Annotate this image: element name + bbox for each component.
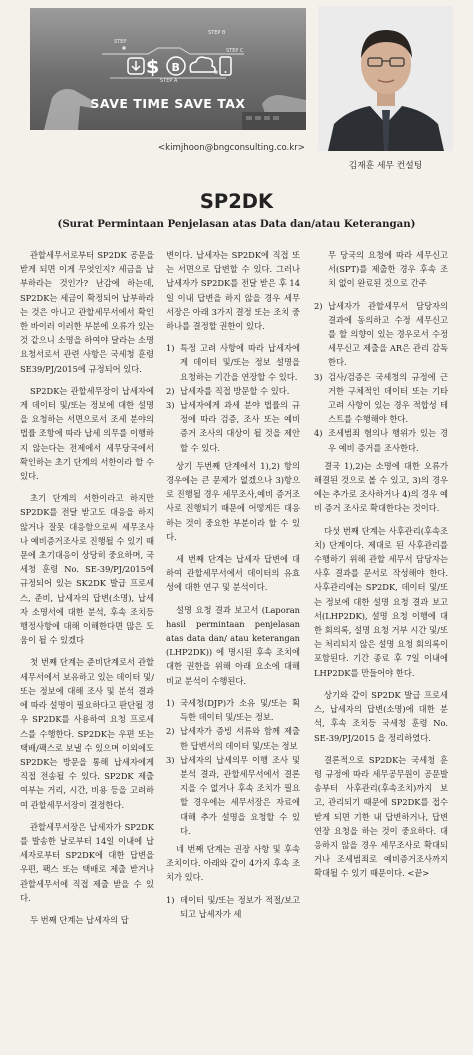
list-item: 4) 조세범죄 혐의나 행위가 있는 경우 예비 증거를 조사한다. <box>314 428 448 453</box>
numbered-list <box>166 696 300 838</box>
list-item: 2) 납세자를 직접 방문할 수 있다. <box>166 385 290 396</box>
column-1 <box>20 248 154 935</box>
paragraph: 다섯 번째 단계는 사후관리(후속조치) 단계이다. 제대로 된 사후관리를 수행하기 위해 관할 세무서 담당자는 사후 결과를 문서로 작성해야 한다. 사후관리에는 SP2DK, 데이터 및/또는 정보에 대한 설명 요청 결과 보고서(LHP2DK), 설명 요청 이행에 대한 회의록, 설명 요청 거부 시간 및/또는 처리되지 않은 설명 요청 회의록이 포함된다. 기간 종료 후 7일 이내에 LHP2DK를 만들어야 한다. <box>314 525 448 678</box>
paragraph: 상기 두번째 단계에서 1),2) 항의 경우에는 큰 문제가 없겠으나 3)항으로 진행될 경우 세무조사,예비 증거조사로 진행되기 때문에 어떻게든 대응하는 것이 중요한 부분이라 할 수 있다. <box>166 460 300 542</box>
paragraph: 두 번째 단계는 납세자의 답 <box>30 914 129 925</box>
paragraph: 상기와 같이 SP2DK 발급 프로세스, 납세자의 답변(소명)에 대한 분석, 후속 조치등 국세청 훈령 No. SE-39/PJ/2015 을 정리하였다. <box>314 689 448 743</box>
phone-icon <box>220 57 231 75</box>
paragraph: 관할세무서장은 납세자가 SP2DK를 발송한 날로부터 14일 이내에 납세자로부터 SP2DK에 대한 답변을 우편, 팩스 또는 택배로 제출 받거나 관할세무서에 직접 제출 받을 수 있다. <box>20 821 154 903</box>
paragraph: 초기 단계의 서한이라고 하지만 SP2DK를 전달 받고도 대응을 하지 않거나 잘못 대응함으로써 세무조사나 예비증거조사로 진행될 수 있기 때문에 초기대응이 상당히 중요하며, 국세청 훈령 No. SE-39/PJ/2015에 규정되어 있는 SK2DK 발급 프로세스, 준비, 납세자의 답변(소명), 납세자 소명서에 대한 분석, 후속 조치등 행정사항에 대해 이해한다면 많은 도움이 될 수 있겠다 <box>20 493 154 646</box>
author-name: 김재훈 세무 컨설팅 <box>348 161 423 171</box>
download-icon <box>128 58 144 74</box>
article-title: SP2DK <box>199 190 274 213</box>
step-b-label: STEP B <box>208 30 226 36</box>
list-item: 1) 국세청(DJP)가 소유 및/또는 획득한 데이터 및/또는 정보. <box>166 697 300 723</box>
list-item: 2) 납세자가 증빙 서류와 함께 제출한 답변서의 데이터 및/또는 정보 <box>166 726 300 751</box>
keyboard-icon <box>242 112 306 130</box>
paragraph: 변이다. 납세자는 SP2DK에 직접 또는 서면으로 답변할 수 있다. 그러나 납세자가 SP2DK를 전달 받은 후 14일 이내 답변을 하지 않을 경우 세무서장은 아래 3가지 결정 또는 조치 중 하나를 결정할 권한이 있다. <box>166 250 300 332</box>
list-item: 3) 납세자에게 과세 분야 법률의 규정에 따라 검증, 조사 또는 예비 증거 조사의 대상이 될 것을 제안할 수 있다. <box>166 400 300 453</box>
paragraph: 네 번째 단계는 권장 사항 및 후속 조치이다. 아래와 같이 4가지 후속 조치가 있다. <box>166 843 300 883</box>
banner-illustration <box>30 8 306 130</box>
numbered-list <box>166 893 300 921</box>
step-c-label: STEP C <box>226 48 244 54</box>
cloud-icon <box>190 57 215 72</box>
svg-text:B: B <box>171 61 180 74</box>
column-2 <box>166 248 300 925</box>
article-subtitle: (Surat Permintaan Penjelasan atas Data dan/atau Keterangan) <box>57 218 416 230</box>
banner-text: SAVE TIME SAVE TAX <box>90 96 246 111</box>
paragraph: 결국 1),2)는 소명에 대한 오류가 해결된 것으로 볼 수 있고, 3)의 경우에는 추가로 조사하거나 4)의 경우 예비 증거 조사로 확대한다는 것이다. <box>314 460 448 514</box>
step-a-label: STEP A <box>160 78 178 84</box>
paragraph: SP2DK는 관할세무장이 납세자에게 데이터 및/또는 정보에 대한 설명을 요청하는 서면으로서 조세 분야의 법률 조항에 따라 납세 의무를 이행하지 않는다는 전제에서 세무당국에서 확인하는 초기 단계의 서한이라 할 수 있다. <box>20 385 154 482</box>
banner-image <box>30 8 306 130</box>
paragraph: 첫 번째 단계는 준비단계로서 관할세무서에서 보유하고 있는 데이터 및/또는 정보에 대해 조사 및 분석 결과에 따라 설명이 필요하다고 판단될 경우 SP2DK를 사용하여 요청 프로세스를 수행한다. SP2DK는 우편 또는 택배/팩스로 보낼 수 있으며 이외에도 SP2DK는 방문을 통해 납세자에게 직접 전송될 수 있다. SP2DK 제출 여부는 거리, 시간, 비용 등을 고려하여 관할세무서장이 결정한다. <box>20 657 154 810</box>
bitcoin-icon <box>167 57 185 75</box>
paragraph: 관할세무서로부터 SP2DK 공문을 받게 되면 이게 무엇인지? 세금을 납부하라는 것인가? 난감에 하는데, SP2DK는 세금이 확정되어 납부하라는 것은 아니고 관할세무서에서 확인한 바이러 이러한 부분에 오류가 있는 것 같으니 소명을 하여야 달라는 소명요청서로서 관련 사항은 국세청 훈령 SE39/PJ/2015에 규정되어 있다. <box>20 250 154 374</box>
dollar-icon: $ <box>146 56 160 78</box>
numbered-list <box>314 299 448 455</box>
paragraph: 결론적으로 SP2DK는 국세청 훈령 규정에 따라 세무공무원이 공문발송부터 사후관리(후속조치)까지 보고, 관리되기 때문에 SP2DK를 접수 받게 되면 기한 내 답변하거나, 답변 연장 요청을 하는 것이 중요하다. 대응하지 않을 경우 세무조사로 확대되거나 조세범죄로 예비증거조사까지 확대될 수 있기 때문이다. <끝> <box>314 754 448 879</box>
list-item: 1) 특정 고려 사항에 따라 납세자에게 데이터 및/또는 정보 설명을 요청하는 기간을 연장할 수 있다. <box>166 343 300 382</box>
author-email[interactable]: <kimjhoon@bngconsulting.co.kr> <box>157 143 305 153</box>
step-label: STEP <box>114 39 127 45</box>
paragraph: 무 당국의 요청에 따라 세무신고서(SPT)를 제출한 경우 후속 조치 없이 완료된 것으로 간주 <box>328 250 448 289</box>
numbered-list <box>166 341 300 455</box>
list-item: 2) 납세자가 관할세무서 담당자의 결과에 동의하고 수정 세무신고를 할 의향이 있는 경우로서 수정세무신고 제출을 AR은 관리 감독한다. <box>314 300 448 368</box>
list-item: 3) 검사/검증은 국세청의 규정에 근거한 구체적인 데이터 또는 기타 고려 사항이 있는 경우 적합성 테스트를 수행해야 한다. <box>314 371 448 425</box>
list-item: 1) 데이터 및/또는 정보가 적절/보고되고 납세자가 세 <box>166 894 300 919</box>
paragraph: 설명 요청 결과 보고서 (Laporan hasil permintaan penjelasan atas data dan/ atau keterangan (LHP2DK)) 에 명시된 후속 조치에 대한 권한을 위해 아래 요소에 대해 비교 분석이 수행된다. <box>166 604 300 686</box>
list-item: 3) 납세자의 납세의무 이행 조사 및 분석 결과, 관할세무서에서 결론지을 수 없거나 후속 조치가 필요할 경우에는 세무서장은 자료에 대해 추가 설명을 요청할 수 있다. <box>166 754 300 836</box>
column-3 <box>314 248 448 889</box>
paragraph: 세 번째 단계는 납세자 답변에 대하여 관할세무서에서 데이터의 유효성에 대한 연구 및 분석이다. <box>166 554 300 593</box>
author-photo <box>318 6 453 151</box>
